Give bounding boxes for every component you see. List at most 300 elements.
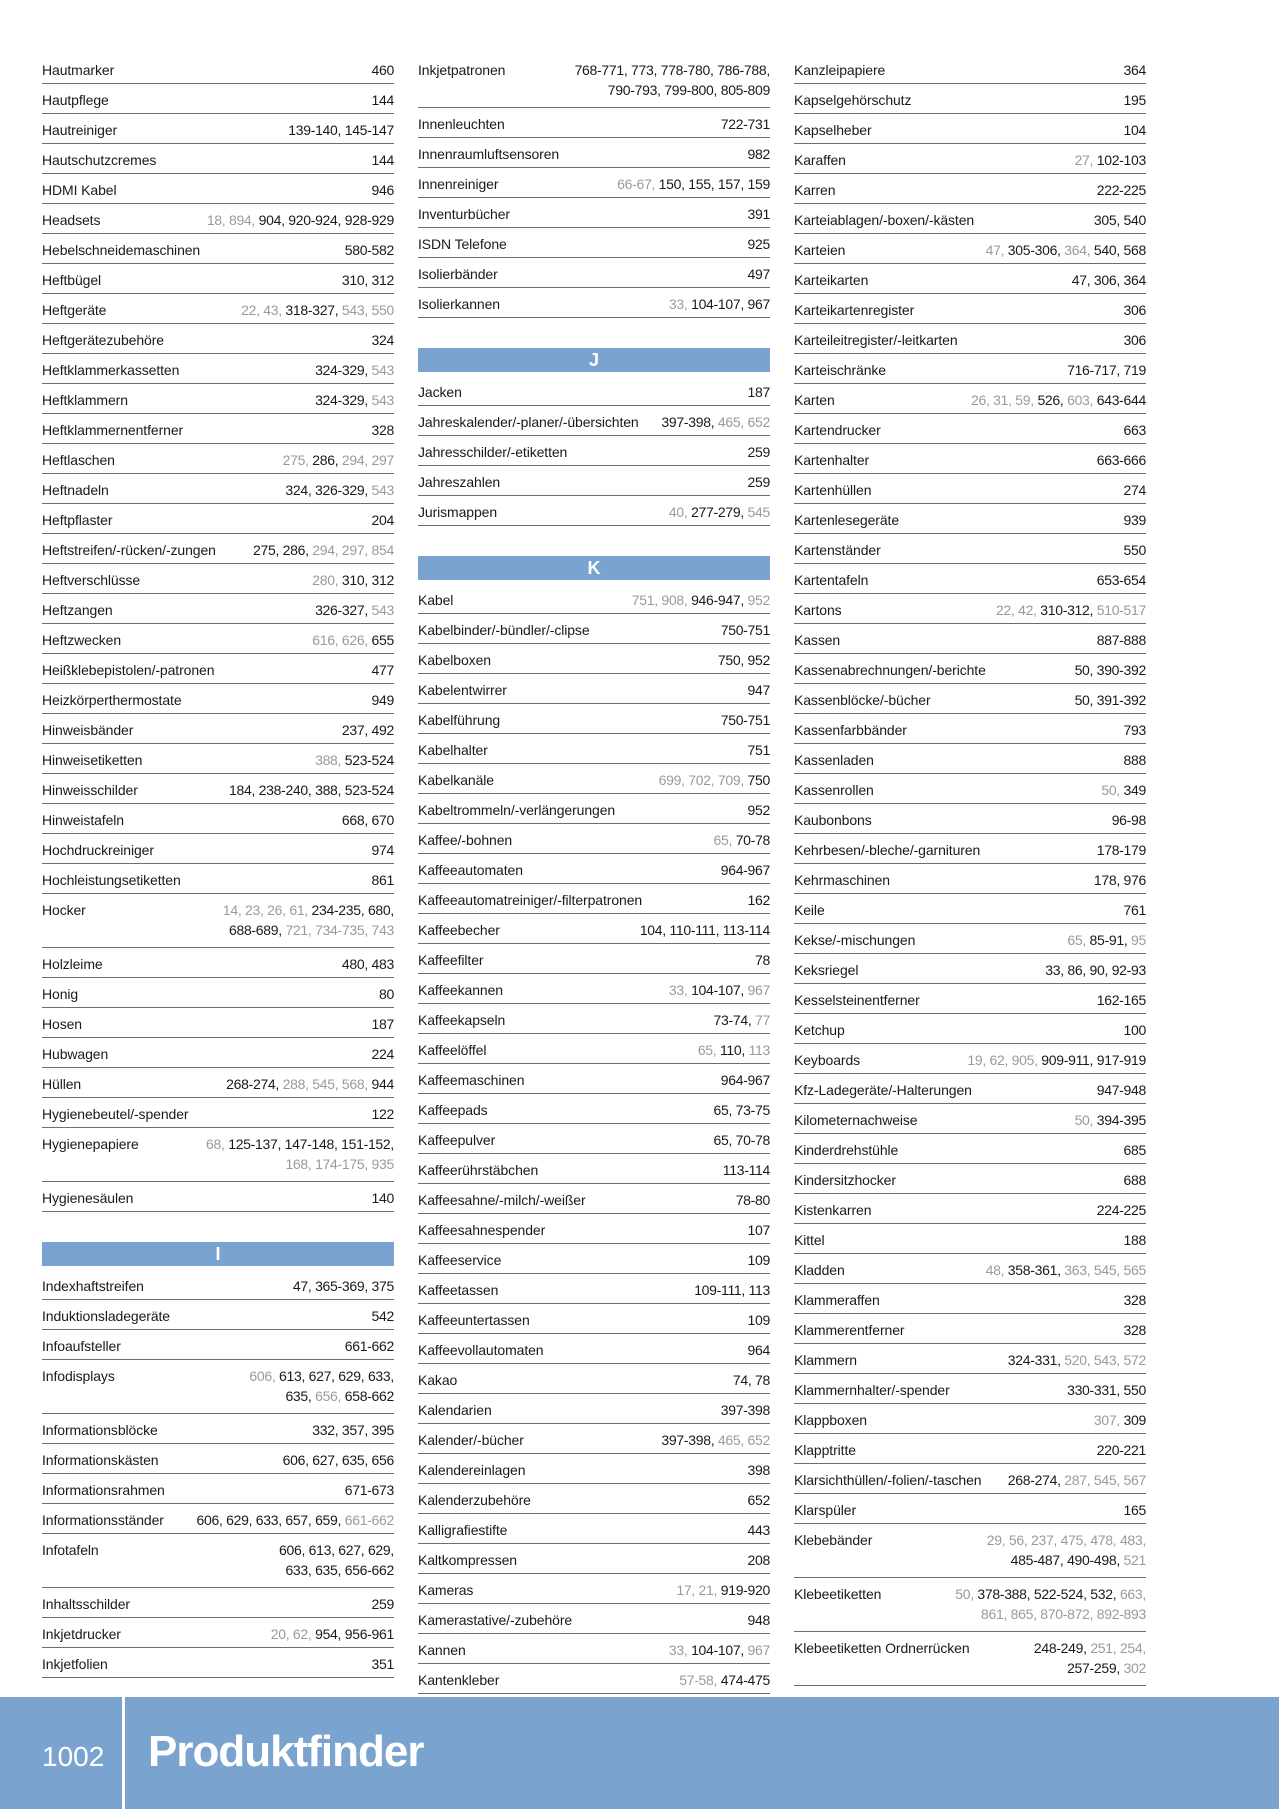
- entry-label: Kinderdrehstühle: [794, 1142, 899, 1158]
- index-entry: [418, 1244, 770, 1274]
- index-entry: [794, 594, 1146, 624]
- index-entry: [794, 234, 1146, 264]
- page-ref: 944: [371, 1076, 394, 1092]
- page-ref: 861, 865, 870-872, 892-893: [980, 1606, 1146, 1622]
- entry-pages: [676, 1580, 770, 1603]
- index-entry: [42, 354, 394, 384]
- entry-label: Kalligrafiestifte: [418, 1522, 508, 1538]
- page-ref: 78: [755, 952, 770, 968]
- page-ref: 949: [371, 692, 394, 708]
- entry-pages: [345, 240, 394, 263]
- entry-pages: [1124, 720, 1146, 743]
- footer-divider: [122, 1697, 125, 1809]
- page-ref: 652: [747, 1492, 770, 1508]
- entry-pages: [226, 1074, 394, 1097]
- index-entry: [42, 624, 394, 654]
- page-ref: 259: [747, 444, 770, 460]
- page-ref: 47, 365-369, 375: [292, 1278, 394, 1294]
- index-entry: [42, 204, 394, 234]
- entry-label: Karteiablagen/-boxen/-kästen: [794, 212, 975, 228]
- index-entry: [418, 794, 770, 824]
- entry-label: Hautmarker: [42, 62, 115, 78]
- entry-label: Hubwagen: [42, 1046, 109, 1062]
- page-ref: 310, 312: [341, 572, 394, 588]
- entry-pages: [1124, 1290, 1146, 1313]
- page-ref: 74, 78: [732, 1372, 770, 1388]
- entry-pages: [345, 1480, 394, 1503]
- page-ref: 952: [747, 802, 770, 818]
- entry-pages: [241, 300, 394, 323]
- page-ref: 286,: [312, 452, 342, 468]
- entry-label: Kapselheber: [794, 122, 872, 138]
- entry-label: Keyboards: [794, 1052, 861, 1068]
- page-ref: 57-58,: [679, 1672, 721, 1688]
- entry-label: Kalendarien: [418, 1402, 492, 1418]
- entry-pages: [342, 270, 394, 293]
- entry-pages: [661, 412, 770, 435]
- entry-pages: [1124, 330, 1146, 353]
- index-entry: [418, 1544, 770, 1574]
- entry-label: Kfz-Ladegeräte/-Halterungen: [794, 1082, 972, 1098]
- entry-label: Kabelboxen: [418, 652, 491, 668]
- index-entry: [794, 864, 1146, 894]
- entry-label: Kabelbinder/-bündler/-clipse: [418, 622, 590, 638]
- entry-pages: [748, 1610, 770, 1633]
- entry-pages: [1097, 180, 1146, 203]
- entry-pages: [723, 1160, 770, 1183]
- entry-pages: [1124, 540, 1146, 563]
- entry-pages: [1124, 900, 1146, 923]
- index-entry: [42, 744, 394, 774]
- entry-label: Kaltkompressen: [418, 1552, 517, 1568]
- index-entry: [418, 1094, 770, 1124]
- page-ref: 184, 238-240, 388, 523-524: [228, 782, 394, 798]
- index-entry: [794, 894, 1146, 924]
- page-ref: 280,: [312, 572, 342, 588]
- entry-label: Heftpflaster: [42, 512, 113, 528]
- index-entry: [418, 1574, 770, 1604]
- page-ref: 33,: [668, 296, 692, 312]
- entry-pages: [342, 720, 394, 743]
- page-ref: 330-331, 550: [1067, 1382, 1146, 1398]
- entry-pages: [372, 330, 394, 353]
- entry-pages: [714, 1010, 770, 1033]
- page-ref: 722-731: [720, 116, 770, 132]
- page-ref: 306: [1123, 332, 1146, 348]
- index-entry: [42, 54, 394, 84]
- index-entry: [794, 1578, 1146, 1632]
- page-ref: 65, 73-75: [713, 1102, 770, 1118]
- page-ref: 946: [371, 182, 394, 198]
- index-entry: [794, 624, 1146, 654]
- page-ref: 613, 627, 629, 633,: [279, 1368, 394, 1384]
- entry-label: Heftzangen: [42, 602, 113, 618]
- page-ref: 643-644: [1096, 392, 1146, 408]
- page-ref: 178-179: [1096, 842, 1146, 858]
- page-ref: 309: [1123, 1412, 1146, 1428]
- entry-label: Hosen: [42, 1016, 82, 1032]
- entry-pages: [223, 900, 394, 947]
- entry-pages: [288, 120, 394, 143]
- page-ref: 306: [1123, 302, 1146, 318]
- index-entry: [794, 1464, 1146, 1494]
- index-entry: [418, 1664, 770, 1694]
- index-entry: [418, 704, 770, 734]
- page-ref: 20, 62,: [270, 1626, 316, 1642]
- entry-pages: [207, 210, 394, 233]
- page-ref: 104-107,: [691, 982, 748, 998]
- page-ref: 465, 652: [717, 1432, 770, 1448]
- index-entry: [794, 54, 1146, 84]
- entry-pages: [1008, 1350, 1146, 1373]
- entry-pages: [721, 114, 770, 137]
- page-ref: 888: [1123, 752, 1146, 768]
- index-entry: [418, 1184, 770, 1214]
- entry-pages: [748, 382, 770, 405]
- page-ref: 50,: [955, 1586, 978, 1602]
- page-ref: 107: [747, 1222, 770, 1238]
- entry-label: Kartenhalter: [794, 452, 870, 468]
- page-ref: 224: [371, 1046, 394, 1062]
- index-entry: [794, 1284, 1146, 1314]
- entry-pages: [748, 1460, 770, 1483]
- index-entry: [42, 1008, 394, 1038]
- page-ref: 65,: [1067, 932, 1090, 948]
- index-entry: [794, 834, 1146, 864]
- page-ref: 939: [1123, 512, 1146, 528]
- page-ref: 324, 326-329,: [285, 482, 372, 498]
- entry-label: Klebeetiketten: [794, 1586, 882, 1602]
- entry-pages: [748, 144, 770, 167]
- index-entry: [794, 1134, 1146, 1164]
- page-ref: 485-487, 490-498,: [1010, 1552, 1124, 1568]
- entry-label: Karren: [794, 182, 836, 198]
- index-entry: [418, 644, 770, 674]
- entry-label: Informationskästen: [42, 1452, 159, 1468]
- entry-pages: [661, 1430, 770, 1453]
- entry-label: Inhaltsschilder: [42, 1596, 130, 1612]
- page-ref: 543: [371, 602, 394, 618]
- entry-label: Kaffeepulver: [418, 1132, 496, 1148]
- page-ref: 904, 920-924, 928-929: [258, 212, 394, 228]
- page-ref: 324-329,: [315, 392, 372, 408]
- index-entry: [418, 764, 770, 794]
- page-ref: 668, 670: [341, 812, 394, 828]
- entry-pages: [748, 264, 770, 287]
- index-entry: [794, 1524, 1146, 1578]
- index-entry: [42, 978, 394, 1008]
- index-entry: [42, 234, 394, 264]
- index-entry: [42, 1588, 394, 1618]
- entry-pages: [1112, 810, 1146, 833]
- page-ref: 606, 613, 627, 629,: [279, 1542, 394, 1558]
- letter-heading: J: [418, 348, 770, 372]
- index-entry: [42, 324, 394, 354]
- page-ref: 545: [747, 504, 770, 520]
- entry-label: Kaffeesahnespender: [418, 1222, 546, 1238]
- entry-pages: [1075, 150, 1146, 173]
- entry-pages: [748, 442, 770, 465]
- index-entry: [794, 1014, 1146, 1044]
- entry-label: Kapselgehörschutz: [794, 92, 912, 108]
- entry-label: Kehrbesen/-bleche/-garnituren: [794, 842, 981, 858]
- entry-pages: [312, 630, 394, 653]
- index-entry: [418, 466, 770, 496]
- index-entry: [418, 138, 770, 168]
- page-ref: 80: [379, 986, 394, 1002]
- page-ref: 460: [371, 62, 394, 78]
- index-entry: [418, 1514, 770, 1544]
- entry-pages: [345, 1336, 394, 1359]
- page-ref: 113: [748, 1042, 770, 1058]
- entry-label: Kannen: [418, 1642, 466, 1658]
- entry-pages: [748, 1220, 770, 1243]
- index-entry: [42, 1128, 394, 1182]
- page-ref: 104-107,: [691, 1642, 748, 1658]
- entry-label: Informationsständer: [42, 1512, 164, 1528]
- entry-label: Kartendrucker: [794, 422, 881, 438]
- index-entry: [418, 854, 770, 884]
- entry-pages: [315, 600, 394, 623]
- page-ref: 310-312,: [1040, 602, 1097, 618]
- entry-pages: [698, 1040, 770, 1063]
- entry-pages: [659, 770, 770, 793]
- index-entry: [418, 734, 770, 764]
- entry-label: Kartenhüllen: [794, 482, 872, 498]
- page-ref: 275, 286,: [252, 542, 313, 558]
- entry-pages: [372, 1044, 394, 1067]
- entry-pages: [669, 502, 770, 525]
- entry-pages: [229, 780, 394, 803]
- entry-label: Klammerentferner: [794, 1322, 905, 1338]
- index-entry: [42, 1270, 394, 1300]
- index-entry: [418, 496, 770, 526]
- page-ref: 144: [371, 152, 394, 168]
- page-ref: 310, 312: [341, 272, 394, 288]
- page-ref: 925: [747, 236, 770, 252]
- index-entry: [794, 174, 1146, 204]
- page-ref: 526,: [1037, 392, 1068, 408]
- entry-pages: [1124, 510, 1146, 533]
- index-entry: [42, 114, 394, 144]
- entry-label: Kaffeesahne/-milch/-weißer: [418, 1192, 586, 1208]
- entry-label: Headsets: [42, 212, 101, 228]
- entry-label: Heftzwecken: [42, 632, 122, 648]
- entry-pages: [1072, 270, 1146, 293]
- entry-pages: [1124, 1170, 1146, 1193]
- entry-label: Klebeetiketten Ordnerrücken: [794, 1640, 970, 1656]
- index-entry: [42, 264, 394, 294]
- page-ref: 909-911, 917-919: [1041, 1052, 1146, 1068]
- index-entry: [794, 1224, 1146, 1254]
- page-ref: 275,: [282, 452, 313, 468]
- entry-label: Inkjetfolien: [42, 1656, 108, 1672]
- entry-pages: [1097, 1080, 1146, 1103]
- index-entry: [418, 1334, 770, 1364]
- page-ref: 378-388, 522-524, 532,: [977, 1586, 1120, 1602]
- page-ref: 187: [747, 384, 770, 400]
- entry-pages: [1124, 120, 1146, 143]
- page-ref: 397-398,: [661, 1432, 718, 1448]
- index-entry: [42, 384, 394, 414]
- index-entry: [42, 834, 394, 864]
- entry-label: Inventurbücher: [418, 206, 510, 222]
- entry-label: Keile: [794, 902, 825, 918]
- entry-pages: [372, 1104, 394, 1127]
- page-ref: 946-947,: [691, 592, 748, 608]
- entry-pages: [748, 1490, 770, 1513]
- page-footer: [0, 1697, 1279, 1809]
- entry-label: Karteileitregister/-leitkarten: [794, 332, 958, 348]
- entry-label: Jurismappen: [418, 504, 498, 520]
- entry-pages: [315, 750, 394, 773]
- entry-pages: [206, 1134, 394, 1181]
- index-entry: [418, 884, 770, 914]
- page-ref: 100: [1123, 1022, 1146, 1038]
- page-ref: 394-395: [1096, 1112, 1146, 1128]
- section-title: Produktfinder: [148, 1727, 424, 1776]
- entry-label: Kabelkanäle: [418, 772, 494, 788]
- page-ref: 443: [747, 1522, 770, 1538]
- entry-pages: [372, 1306, 394, 1329]
- entry-pages: [1124, 750, 1146, 773]
- index-entry: [42, 1648, 394, 1678]
- page-ref: 948: [747, 1612, 770, 1628]
- entry-pages: [197, 1510, 394, 1533]
- entry-pages: [721, 620, 770, 643]
- index-entry: [794, 714, 1146, 744]
- entry-label: Hinweisbänder: [42, 722, 134, 738]
- page-ref: 27,: [1074, 152, 1097, 168]
- page-number: 1002: [42, 1741, 105, 1772]
- index-entry: [418, 914, 770, 944]
- entry-pages: [669, 294, 770, 317]
- entry-pages: [1124, 1320, 1146, 1343]
- page-ref: 144: [371, 92, 394, 108]
- page-ref: 257-259,: [1067, 1660, 1124, 1676]
- index-entry: [418, 584, 770, 614]
- entry-pages: [372, 840, 394, 863]
- entry-label: Klammernhalter/-spender: [794, 1382, 950, 1398]
- page-ref: 964: [747, 1342, 770, 1358]
- entry-pages: [986, 1260, 1146, 1283]
- index-entry: [42, 774, 394, 804]
- page-ref: 104: [1123, 122, 1146, 138]
- page-ref: 287, 545, 567: [1064, 1472, 1146, 1488]
- page-ref: 73-74,: [713, 1012, 756, 1028]
- entry-pages: [372, 510, 394, 533]
- entry-pages: [955, 1584, 1146, 1631]
- page-ref: 40,: [668, 504, 692, 520]
- page-ref: 543: [371, 392, 394, 408]
- index-entry: [794, 1374, 1146, 1404]
- entry-label: Kabeltrommeln/-verlängerungen: [418, 802, 616, 818]
- entry-pages: [714, 1100, 770, 1123]
- page-ref: 656,: [315, 1388, 345, 1404]
- entry-label: Kladden: [794, 1262, 845, 1278]
- page-ref: 349: [1123, 782, 1146, 798]
- page-ref: 251, 254,: [1090, 1640, 1146, 1656]
- page-ref: 685: [1123, 1142, 1146, 1158]
- index-entry: [418, 944, 770, 974]
- entry-pages: [372, 420, 394, 443]
- index-entry: [42, 414, 394, 444]
- index-entry: [42, 894, 394, 948]
- entry-pages: [748, 680, 770, 703]
- entry-label: Klarsichthüllen/-folien/-taschen: [794, 1472, 982, 1488]
- page-ref: 294, 297, 854: [312, 542, 394, 558]
- index-entry: [418, 1304, 770, 1334]
- entry-pages: [694, 1280, 770, 1303]
- entry-label: Innenraumluftsensoren: [418, 146, 560, 162]
- entry-label: Hautpflege: [42, 92, 109, 108]
- entry-pages: [669, 1640, 770, 1663]
- index-entry: [42, 804, 394, 834]
- index-entry: [794, 984, 1146, 1014]
- page-ref: 543: [371, 362, 394, 378]
- entry-pages: [987, 1530, 1146, 1577]
- index-entry: [418, 436, 770, 466]
- index-entry: [418, 1154, 770, 1184]
- index-entry: [794, 1434, 1146, 1464]
- page-ref: 364,: [1064, 242, 1094, 258]
- entry-label: Kilometernachweise: [794, 1112, 918, 1128]
- index-entry: [794, 144, 1146, 174]
- page-ref: 964-967: [720, 862, 770, 878]
- entry-label: Kartenständer: [794, 542, 881, 558]
- entry-label: Kalenderzubehöre: [418, 1492, 531, 1508]
- entry-label: Klebebänder: [794, 1532, 873, 1548]
- page-ref: 50,: [1101, 782, 1124, 798]
- page-ref: 671-673: [344, 1482, 394, 1498]
- entry-pages: [721, 860, 770, 883]
- entry-label: Kaffee/-bohnen: [418, 832, 513, 848]
- index-entry: [794, 684, 1146, 714]
- index-entry: [794, 1404, 1146, 1434]
- page-ref: 178, 976: [1093, 872, 1146, 888]
- page-ref: 22, 42,: [995, 602, 1041, 618]
- entry-pages: [748, 740, 770, 763]
- entry-label: Kassenladen: [794, 752, 874, 768]
- entry-label: Kalendereinlagen: [418, 1462, 526, 1478]
- entry-label: Kamerastative/-zubehöre: [418, 1612, 573, 1628]
- index-entry: [794, 1104, 1146, 1134]
- page-ref: 104, 110-111, 113-114: [639, 922, 770, 938]
- entry-label: Karaffen: [794, 152, 846, 168]
- page-ref: 947-948: [1096, 1082, 1146, 1098]
- entry-pages: [312, 570, 394, 593]
- entry-pages: [379, 984, 394, 1007]
- entry-pages: [372, 1014, 394, 1037]
- page-ref: 165: [1123, 1502, 1146, 1518]
- entry-pages: [1067, 930, 1146, 953]
- index-entry: [794, 1494, 1146, 1524]
- page-ref: 195: [1123, 92, 1146, 108]
- entry-pages: [748, 1310, 770, 1333]
- entry-pages: [1097, 450, 1146, 473]
- index-entry: [418, 1004, 770, 1034]
- page-ref: 358-361,: [1007, 1262, 1065, 1278]
- entry-pages: [1124, 1020, 1146, 1043]
- entry-pages: [718, 650, 770, 673]
- index-entry: [42, 1068, 394, 1098]
- page-ref: 125-137, 147-148, 151-152,: [228, 1136, 394, 1152]
- entry-label: Informationsblöcke: [42, 1422, 158, 1438]
- entry-label: Heftklammernentferner: [42, 422, 184, 438]
- index-entry: [418, 974, 770, 1004]
- entry-label: Hinweisschilder: [42, 782, 138, 798]
- page-ref: 964-967: [720, 1072, 770, 1088]
